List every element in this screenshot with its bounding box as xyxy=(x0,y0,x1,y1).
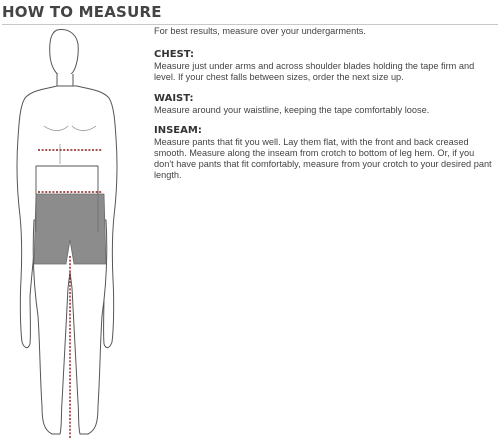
chest-text: Measure just under arms and across shoulder blades holding the tape firm and level. If your chest falls between sizes, order the next size up. xyxy=(154,61,475,83)
neck-shape xyxy=(57,74,73,86)
inseam-heading: INSEAM: xyxy=(154,124,202,136)
head-shape xyxy=(50,30,79,77)
inseam-section xyxy=(154,125,496,182)
intro-text: For best results, measure over your undergarments. xyxy=(154,26,366,36)
inseam-text: Measure pants that fit you well. Lay them flat, with the front and back creased smooth. Measure along the inseam from crotch to bottom of leg hem. Or, if you don't have pants that fit comfortably, measure from your crotch to your desired pant length. xyxy=(154,136,492,181)
chest-section xyxy=(154,49,496,83)
waist-text: Measure around your waistline, keeping the tape comfortably loose. xyxy=(154,104,430,115)
instructions-panel xyxy=(154,26,496,191)
waist-section xyxy=(154,93,496,116)
body-figure-illustration xyxy=(0,26,140,439)
title-divider xyxy=(2,24,498,25)
chest-heading: CHEST: xyxy=(154,49,195,61)
page-title: HOW TO MEASURE xyxy=(2,3,162,21)
waist-heading: WAIST: xyxy=(154,92,194,104)
